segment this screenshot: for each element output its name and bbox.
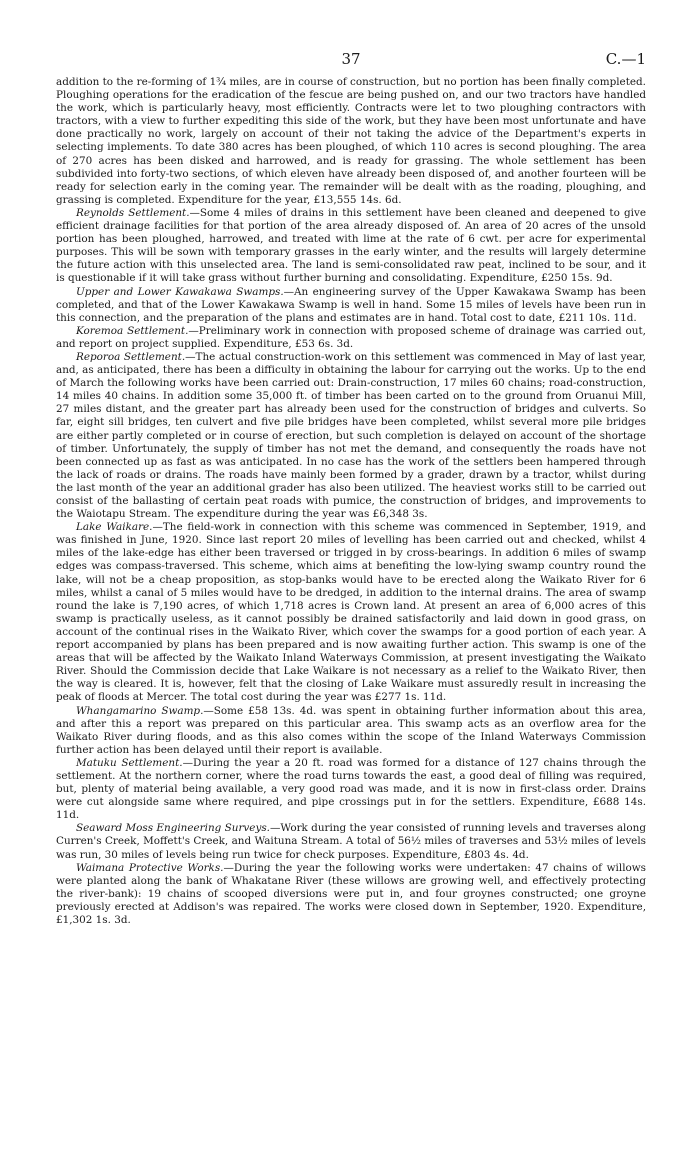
paragraph-reynolds-settlement [56,207,646,286]
paragraph-text: —The actual construction-work on this settlement was commenced in May of last year, and, as anticipated, there has been a difficulty in obtaining the labour for carrying out the works. Up to the end of March the following works have been carried out: Drain-construction, 17 miles 60 chains; road-construction, 14 miles 40 chains. In addition some 35,000 ft. of timber has been carted on to the ground from Oruanui Mill, 27 miles distant, and the greater part has already been used for the construction of bridges and culverts. So far, eight sill bridges, ten culvert and five pile bridges have been completed, whilst several more pile bridges are either partly completed or in course of erection, but such completion is delayed on account of the shortage of timber. Unfortunately, the supply of timber has not met the demand, and consequently the roads have not been connected up as fast as was anticipated. In no case has the work of the settlers been hampered through the lack of roads or drains. The roads have mainly been formed by a grader, drawn by a tractor, whilst during the last month of the year an additional grader has also been utilized. The heaviest works still to be carried out consist of the ballasting of certain peat roads with pumice, the construction of bridges, and improvements to the Waiotapu Stream. The expenditure during the year was £6,348 3s. [56,350,646,521]
paragraph-text: —During the year a 20 ft. road was formed for a distance of 127 chains through the settlement. At the northern corner, where the road turns towards the east, a good deal of filling was required, but, plenty of material being available, a very good road was made, and it is now in first-class order. Drains were cut alongside same where required, and pipe crossings put in for the settlers. Expenditure, £688 14s. 11d. [56,756,646,822]
section-heading: Reporoa Settlement. [76,350,186,363]
paragraph-whangamarino-swamp [56,705,646,757]
paragraph-waimana-protective-works [56,862,646,927]
paragraph-lake-waikare [56,521,646,704]
section-heading: Reynolds Settlement. [76,206,190,219]
paragraph-matuku-settlement [56,757,646,822]
paragraph-text: —An engineering survey of the Upper Kawakawa Swamp has been completed, and that of the Lower Kawakawa Swamp is well in hand. Some 15 miles of levels have been run in this connection, and the preparation of the plans and estimates are in hand. Total cost to date, £211 10s. 11d. [56,285,646,324]
paragraph-reporoa-settlement [56,351,646,521]
paragraph-text: —Work during the year consisted of running levels and traverses along Curren's Creek, Moffett's Creek, and Waituna Stream. A total of 56½ miles of traverses and 53½ miles of levels was run, 30 miles of levels being run twice for check purposes. Expenditure, £803 4s. 4d. [56,822,646,861]
page-header [56,50,646,76]
paragraph-text: —Preliminary work in connection with proposed scheme of drainage was carried out, and report on project supplied. Expenditure, £53 6s. 3d. [56,324,646,350]
section-heading: Upper and Lower Kawakawa Swamps. [76,285,284,298]
paragraph-continuation [56,76,646,207]
paragraph-text: —During the year the following works were undertaken: 47 chains of willows were planted along the bank of Whakatane River (these willows are growing well, and effectively protecting the river-bank): 19 chains of scooped diversions were put in, and four groynes constructed; one groyne previously erected at Addison's was repaired. The works were closed down in September, 1920. Expenditure, £1,302 1s. 3d. [56,861,647,926]
paragraph-kawakawa-swamps [56,286,646,325]
paragraph-seaward-moss [56,822,646,861]
paragraph-text: —Some £58 13s. 4d. was spent in obtaining further information about this area, and after this a report was prepared on this particular area. This swamp acts as an overflow area for the Waikato River during floods, and as this also comes within the scope of the Inland Waterways Commission further action has been delayed until their report is available. [56,704,646,756]
paragraph-text: —Some 4 miles of drains in this settlement have been cleaned and deepened to give efficient drainage facilities for that portion of the area already disposed of. An area of 20 acres of the unsold portion has been ploughed, harrowed, and treated with lime at the rate of 6 cwt. per acre for experimental purposes. This will be sown with temporary grasses in the early winter, and the results will largely determine the future action with this unselected area. The land is semi-consolidated raw peat, inclined to be sour, and it is questionable if it will take grass without further burning and consolidating. Expenditure, £250 15s. 9d. [56,206,646,285]
section-heading: Matuku Settlement. [76,756,183,769]
document-page [56,50,646,927]
paragraph-text: addition to the re-forming of 1¾ miles, are in course of construction, but no portion has been finally completed. Ploughing operations for the eradication of the fescue are being pushed on, and our two tractors have handled the work, which is particularly heavy, most efficiently. Contracts were let to two ploughing contractors with tractors, with a view to further expediting this side of the work, but they have been most unfortunate and have done practically no work, largely on account of their not taking the advice of the Department's experts in selecting implements. To date 380 acres has been ploughed, of which 110 acres is second ploughing. The area of 270 acres has been disked and harrowed, and is ready for grassing. The whole settlement has been subdivided into forty-two sections, of which eleven have already been disposed of, and another fourteen will be ready for selection early in the coming year. The remainder will be dealt with as the roading, ploughing, and grassing is completed. Expenditure for the year, £13,555 14s. 6d. [56,76,646,206]
section-heading: Whangamarino Swamp. [76,704,204,717]
section-heading: Koremoa Settlement. [76,324,189,337]
paragraph-text: —The field-work in connection with this scheme was commenced in September, 1919, and was finished in June, 1920. Since last report 20 miles of levelling has been carried out and checked, whilst 4 miles of the lake-edge has either been traversed or trigged in by cross-bearings. In addition 6 miles of swamp edges was compass-traversed. This scheme, which aims at benefiting the low-lying swamp country round the lake, will not be a cheap proposition, as stop-banks would have to be erected along the Waikato River for 6 miles, whilst a canal of 5 miles would have to be dredged, in addition to the internal drains. The area of swamp round the lake is 7,190 acres, of which 1,718 acres is Crown land. At present an area of 6,000 acres of this swamp is practically useless, as it cannot possibly be drained satisfactorily and laid down in good grass, on account of the continual rises in the Waikato River, which cover the swamps for a good portion of each year. A report accompanied by plans has been prepared and is now awaiting further action. This swamp is one of the areas that will be affected by the Waikato Inland Waterways Commission, at present investigating the Waikato River. Should the Commission decide that Lake Waikare is not necessary as a relief to the Waikato River, then the way is cleared. It is, however, felt that the closing of Lake Waikare must assuredly result in increasing the peak of floods at Mercer. The total cost during the year was £277 1s. 11d. [56,521,646,704]
body-text [56,76,646,927]
section-heading: Lake Waikare. [76,521,153,534]
section-heading: Seaward Moss Engineering Surveys. [76,822,270,835]
section-heading: Waimana Protective Works. [76,861,224,874]
page-number: 37 [341,50,361,68]
document-reference: C.—1 [605,50,646,68]
paragraph-koremoa-settlement [56,325,646,351]
